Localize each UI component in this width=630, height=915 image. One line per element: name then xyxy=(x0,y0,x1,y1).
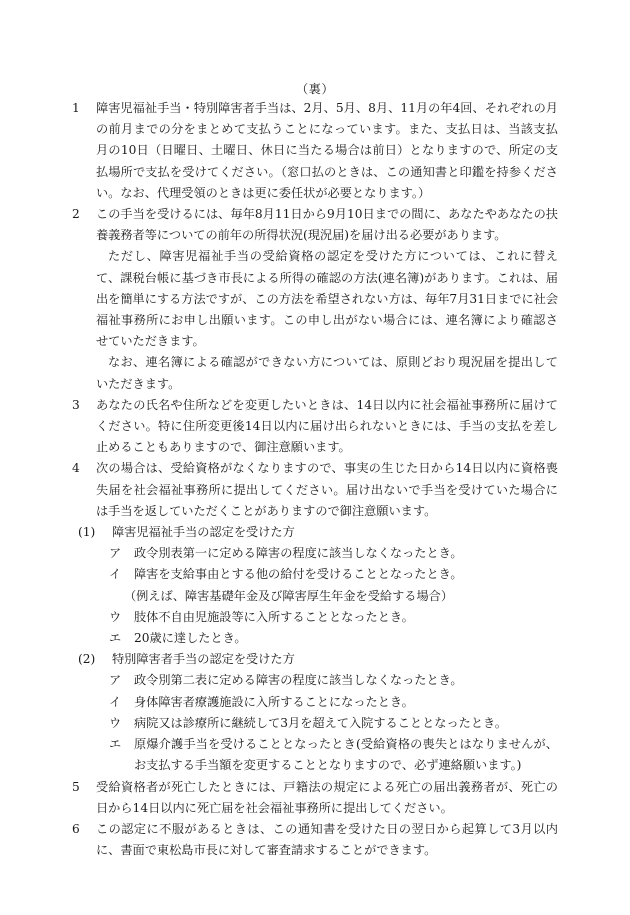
item-text: 次の場合は、受給資格がなくなりますので、事実の生じた日から14日以内に資格喪失届を社会福祉事務所に提出してください。届け出ないで手当を受けていた場合には手当を返していただくことがありますので御注意願います。 xyxy=(96,461,558,518)
section-title: 障害児福祉手当の認定を受けた方 xyxy=(112,525,295,540)
notice-item-6 xyxy=(72,819,558,861)
list-item xyxy=(72,713,558,734)
item-number: 1 xyxy=(72,101,80,115)
item-paragraph: ただし、障害児福祉手当の受給資格の認定を受けた方については、これに替えて、課税台帳に基づき市長による所得の確認の方法(連名簿)があります。これは、届出を簡単にする方法ですが、この方法を希望されない方は、毎年7月31日までに社会福祉事務所にお申し出願います。この申し出がない場合には、連名簿により確認させていただきます。 xyxy=(96,249,559,349)
section-heading xyxy=(72,649,558,670)
item-text: この認定に不服があるときは、この通知書を受けた日の翌日から起算して3月以内に、書面で東松島市長に対して審査請求することができます。 xyxy=(96,821,558,858)
list-item-text: 肢体不自由児施設等に入所することとなったとき。 xyxy=(134,609,414,624)
notice-item-1 xyxy=(72,98,558,204)
notice-item-2 xyxy=(72,204,558,395)
list-item-text: 20歳に達したとき。 xyxy=(134,631,247,646)
list-item-mark: ア xyxy=(109,673,122,688)
notice-item-4 xyxy=(72,458,558,522)
section-number: (2) xyxy=(78,652,96,667)
page-title: （裏） xyxy=(295,82,335,96)
item-number: 4 xyxy=(72,461,80,476)
item-paragraph: なお、連名簿による確認ができない方については、原則どおり現況届を提出していただきます。 xyxy=(96,355,558,391)
list-item-text: 原爆介護手当を受けることとなったとき(受給資格の喪失とはなりませんが、お支払する手当額を変更することとなりますので、必ず連絡願います。) xyxy=(134,737,558,773)
item-number: 6 xyxy=(72,821,80,836)
item-number: 2 xyxy=(72,207,80,222)
section-title: 特別障害者手当の認定を受けた方 xyxy=(112,652,295,667)
list-item-mark: エ xyxy=(109,737,122,752)
list-item xyxy=(72,564,558,585)
item-text: 受給資格者が死亡したときには、戸籍法の規定による死亡の届出義務者が、死亡の日から14日以内に死亡届を社会福祉事務所に提出してください。 xyxy=(96,779,558,815)
list-item xyxy=(72,734,558,776)
list-item-text: 身体障害者療護施設に入所することになったとき。 xyxy=(134,694,414,709)
section-heading xyxy=(72,522,558,543)
item-number: 3 xyxy=(72,397,80,412)
list-item-mark: ウ xyxy=(109,715,122,730)
list-item-text: 政令別表第一に定める障害の程度に該当しなくなったとき。 xyxy=(134,546,463,561)
item-text: 障害児福祉手当・特別障害者手当は、2月、5月、8月、11月の年4回、それぞれの月の前月までの分をまとめて支払うことになっています。また、支払日は、当該支払月の10日（日曜日、土曜日、休日に当たる場合は前日）となりますので、所定の支払場所で支払を受けてください。（窓口払のときは、この通知書と印鑑を持参ください。なお、代理受領のときは更に委任状が必要となります。） xyxy=(96,101,558,200)
list-item-mark: イ xyxy=(109,694,122,709)
list-item xyxy=(72,670,558,691)
list-item-mark: エ xyxy=(109,631,122,646)
notice-item-5 xyxy=(72,777,558,819)
list-item-mark: ウ xyxy=(109,609,122,624)
list-item xyxy=(72,628,558,649)
list-item xyxy=(72,543,558,564)
list-item xyxy=(72,692,558,713)
list-item-text: 障害を支給事由とする他の給付を受けることとなったとき。 xyxy=(134,567,463,582)
section-number: (1) xyxy=(78,525,96,540)
notice-item-3 xyxy=(72,395,558,459)
list-item-mark: イ xyxy=(109,567,122,582)
item-text: この手当を受けるには、毎年8月11日から9月10日までの間に、あなたやあなたの扶養義務者等についての前年の所得状況(現況届)を届け出る必要があります。 xyxy=(96,207,558,243)
list-item-text: 病院又は診療所に継続して3月を超えて入院することとなったとき。 xyxy=(134,715,507,730)
list-item xyxy=(72,607,558,628)
notice-body xyxy=(72,98,558,861)
item-number: 5 xyxy=(72,779,80,794)
item-text: あなたの氏名や住所などを変更したいときは、14日以内に社会福祉事務所に届けてください。特に住所変更後14日以内に届け出られないときには、手当の支払を差し止めることもありますので、御注意願います。 xyxy=(96,397,558,455)
list-item-note: （例えば、障害基礎年金及び障害厚生年金を受給する場合） xyxy=(124,588,454,603)
list-item-mark: ア xyxy=(109,546,122,561)
list-item-text: 政令別第二表に定める障害の程度に該当しなくなったとき。 xyxy=(134,673,463,688)
